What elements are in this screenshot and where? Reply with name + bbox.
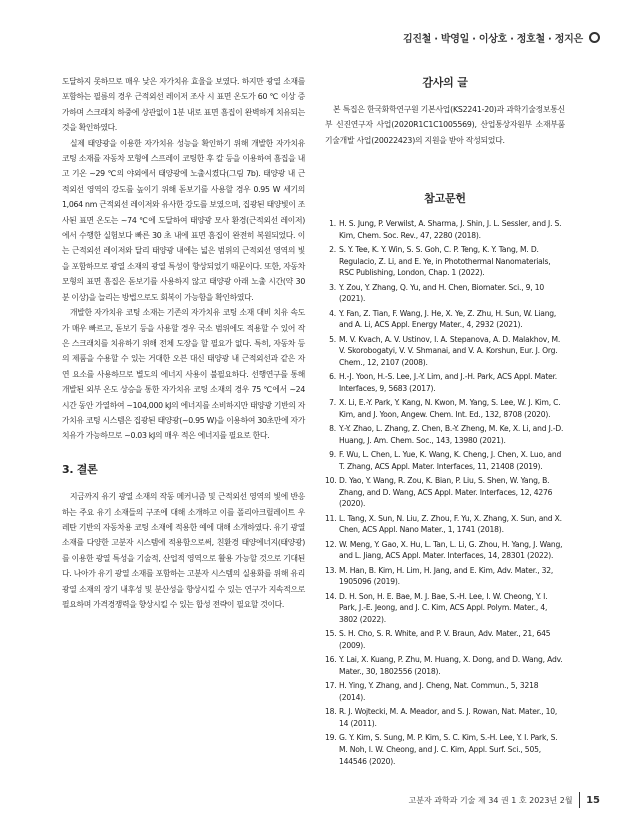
reference-item: 10. D. Yao, Y. Wang, R. Zou, K. Bian, P. Liu, S. Shen, W. Yang, B. Zhang, and D. Wang, ACS Appl. Mater. Interfaces, 12, 4276 (2020).: [325, 476, 553, 509]
body-paragraph: 개발한 자가치유 코팅 소재는 기존의 자가치유 코팅 소재 대비 치유 속도가 매우 빠르고, 돋보기 등을 사용할 경우 국소 범위에도 적용할 수 있어 작은 스크래치를 치유하기 위해 전체 도장을 할 필요가 없다. 특히, 자동차 등의 제품을 수용할 수 있는 거대한 오븐 대신 태양광 내 근적외선과 같은 자연 요소를 사용하므로 별도의 에너지 사용이 불필요하다. 선행연구를 통해 개발된 외부 온도 상승을 통한 자가치유 코팅 소재의 경우 75 ℃에서 ~24시간 동안 가열하여 ~104,000 kJ의 에너지를 소비하지만 태양광 기반의 자가치유 코팅 시스템은 집광된 태양광(~0.95 W)을 이용하여 30초만에 자가치유가 가능하므로 ~0.03 kJ의 매우 적은 에너지를 필요로 한다.: [62, 308, 305, 441]
acknowledgment-text: 본 특집은 한국화학연구원 기본사업(KS2241-20)과 과학기술정보통신부 신진연구자 사업(2020R1C1C1005569), 산업통상자원부 소재부품 기술개발 사업(20022423)의 지원을 받아 작성되었다.: [325, 105, 565, 145]
reference-item: 7. X. Li, E.-Y. Park, Y. Kang, N. Kwon, M. Yang, S. Lee, W. J. Kim, C. Kim, and J. Yoon, Angew. Chem. Int. Ed., 132, 8708 (2020).: [329, 398, 561, 419]
reference-item: 1. H. S. Jung, P. Verwilst, A. Sharma, J. Shin, J. L. Sessler, and J. S. Kim, Chem. Soc. Rev., 47, 2280 (2018).: [329, 219, 562, 240]
references-title: 참고문헌: [424, 192, 466, 206]
reference-item: 5. M. V. Kvach, A. V. Ustinov, I. A. Stepanova, A. D. Malakhov, M. V. Skorobogatyi, V. V. Shmanai, and V. A. Korshun, Eur. J. Org. Chem., 12, 2107 (2008).: [329, 334, 561, 367]
reference-item: 2. S. Y. Tee, K. Y. Win, S. S. Goh, C. P. Teng, K. Y. Tang, M. D. Regulacio, Z. Li, and E. Ye, in Photothermal Nanomaterials, RSC Publishing, London, Chap. 1 (2022).: [329, 245, 551, 278]
acknowledgment-title: 감사의 글: [422, 76, 468, 89]
conclusion-paragraph: 지금까지 유기 광열 소재의 작동 메커니즘 및 근적외선 영역의 빛에 반응하는 주요 유기 소재들의 구조에 대해 소개하고 이를 폴리아크릴레이트 우레탄 기반의 자동차용 코팅 소재에 적용한 예에 대해 소개하였다. 유기 광열 소재를 다양한 고분자 시스템에 적용함으로써, 친환경 태양에너지(태양광)를 이용한 광열 특성을 기술적, 산업적 영역으로 활용 가능할 것으로 기대된다. 나아가 유기 광열 소재를 포함하는 고분자 시스템의 실용화를 위해 유리 광열 소재의 장기 내후성 및 분산성을 향상시킬 수 있는 연구가 지속적으로 필요하며 가격경쟁력을 향상시킬 수 있는 합성 전략이 필요할 것이다.: [62, 492, 305, 609]
right-column: [325, 74, 565, 770]
left-column: [62, 74, 305, 612]
reference-item: 17. H. Ying, Y. Zhang, and J. Cheng, Nat. Commun., 5, 3218 (2014).: [325, 681, 539, 702]
section-title: 3. 결론: [62, 462, 98, 476]
reference-item: 9. F. Wu, L. Chen, L. Yue, K. Wang, K. Cheng, J. Chen, X. Luo, and T. Zhang, ACS Appl. Mater. Interfaces, 11, 21408 (2019).: [329, 450, 562, 471]
circle-bullet-icon: [589, 32, 600, 43]
authors-text: 김진철 · 박영일 · 이상호 · 정호철 · 정지은: [402, 34, 583, 45]
reference-item: 12. W. Meng, Y. Gao, X. Hu, L. Tan, L. Li, G. Zhou, H. Yang, J. Wang, and L. Jiang, ACS Appl. Mater. Interfaces, 14, 28301 (2022).: [325, 539, 563, 561]
reference-item: 4. Y. Fan, Z. Tian, F. Wang, J. He, X. Ye, Z. Zhu, H. Sun, W. Liang, and A. Li, ACS Appl. Energy Mater., 4, 2932 (2021).: [329, 308, 557, 330]
footer-divider: [579, 792, 581, 808]
body-paragraph: 도달하지 못하므로 매우 낮은 자가치유 효율을 보였다. 하지만 광열 소재를 포함하는 필름의 경우 근적외선 레이저 조사 시 표면 온도가 60 ℃ 이상 증가하며 스크래치 하중에 상관없이 1분 내로 표면 흠집이 완벽하게 치유되는 것을 확인하였다.: [62, 77, 305, 133]
reference-list: [325, 218, 565, 767]
journal-info: 고분자 과학과 기술 제 34 권 1 호 2023년 2월: [408, 796, 573, 805]
reference-item: 3. Y. Zou, Y. Zhang, Q. Yu, and H. Chen, Biomater. Sci., 9, 10 (2021).: [329, 282, 545, 304]
reference-item: 8. Y.-Y. Zhao, L. Zhang, Z. Chen, B.-Y. Zheng, M. Ke, X. Li, and J.-D. Huang, J. Am. Chem. Soc., 143, 13980 (2021).: [329, 424, 564, 445]
reference-item: 16. Y. Lai, X. Kuang, P. Zhu, M. Huang, X. Dong, and D. Wang, Adv. Mater., 30, 1802556 (2018).: [325, 655, 563, 676]
body-paragraph: 실제 태양광을 이용한 자가치유 성능을 확인하기 위해 개발한 자가치유 코팅 소재를 자동차 모형에 스프레이 코팅한 후 칼 등을 이용하여 흠집을 내고 기온 ~29 ℃의 야외에서 태양광에 노출시켰다(그림 7b). 태양광 내 근적외선 영역의 강도를 높이기 위해 돋보기를 사용할 경우 0.95 W 세기의 1,064 nm 근적외선 레이저와 유사한 강도를 보였으며, 집광된 태양빛이 조사된 표면 온도는 ~74 ℃에 도달하여 태양광 모사 환경(근적외선 레이저)에서 수행한 실험보다 빠른 30 초 내에 표면 흠집이 완전히 복원되었다. 이는 근적외선 레이저와 달리 태양광 내에는 넓은 범위의 근적외선 영역의 빛을 포함하므로 광열 소재의 광열 특성이 향상되었기 때문이다. 또한, 자동차 모형의 표면 흠집은 돋보기를 사용하지 않고 태양광 아래 노출 시간(약 30분 이상)을 늘리는 방법으로도 회복이 가능함을 확인하였다.: [62, 138, 305, 302]
reference-item: 18. R. J. Wojtecki, M. A. Meador, and S. J. Rowan, Nat. Mater., 10, 14 (2011).: [325, 707, 558, 728]
running-header-authors: [403, 30, 600, 45]
reference-item: 11. L. Tang, X. Sun, N. Liu, Z. Zhou, F. Yu, X. Zhang, X. Sun, and X. Chen, ACS Appl. Nano Mater., 1, 1741 (2018).: [325, 513, 562, 535]
reference-item: 6. H.-J. Yoon, H.-S. Lee, J.-Y. Lim, and J.-H. Park, ACS Appl. Mater. Interfaces, 9, 5683 (2017).: [329, 372, 558, 393]
reference-item: 14. D. H. Son, H. E. Bae, M. J. Bae, S.-H. Lee, I. W. Cheong, Y. I. Park, J.-E. Jeong, and J. C. Kim, ACS Appl. Polym. Mater., 4, 3802 (2022).: [325, 591, 548, 624]
page-number: 15: [586, 795, 600, 806]
reference-item: 15. S. H. Cho, S. R. White, and P. V. Braun, Adv. Mater., 21, 645 (2009).: [325, 629, 551, 650]
reference-item: 19. G. Y. Kim, S. Sung, M. P. Kim, S. C. Kim, S.-H. Lee, Y. I. Park, S. M. Noh, I. W. Cheong, and J. C. Kim, Appl. Surf. Sci., 505, 144546 (2020).: [325, 733, 558, 766]
reference-item: 13. M. Han, B. Kim, H. Lim, H. Jang, and E. Kim, Adv. Mater., 32, 1905096 (2019).: [325, 565, 554, 587]
page-footer: [409, 792, 601, 808]
